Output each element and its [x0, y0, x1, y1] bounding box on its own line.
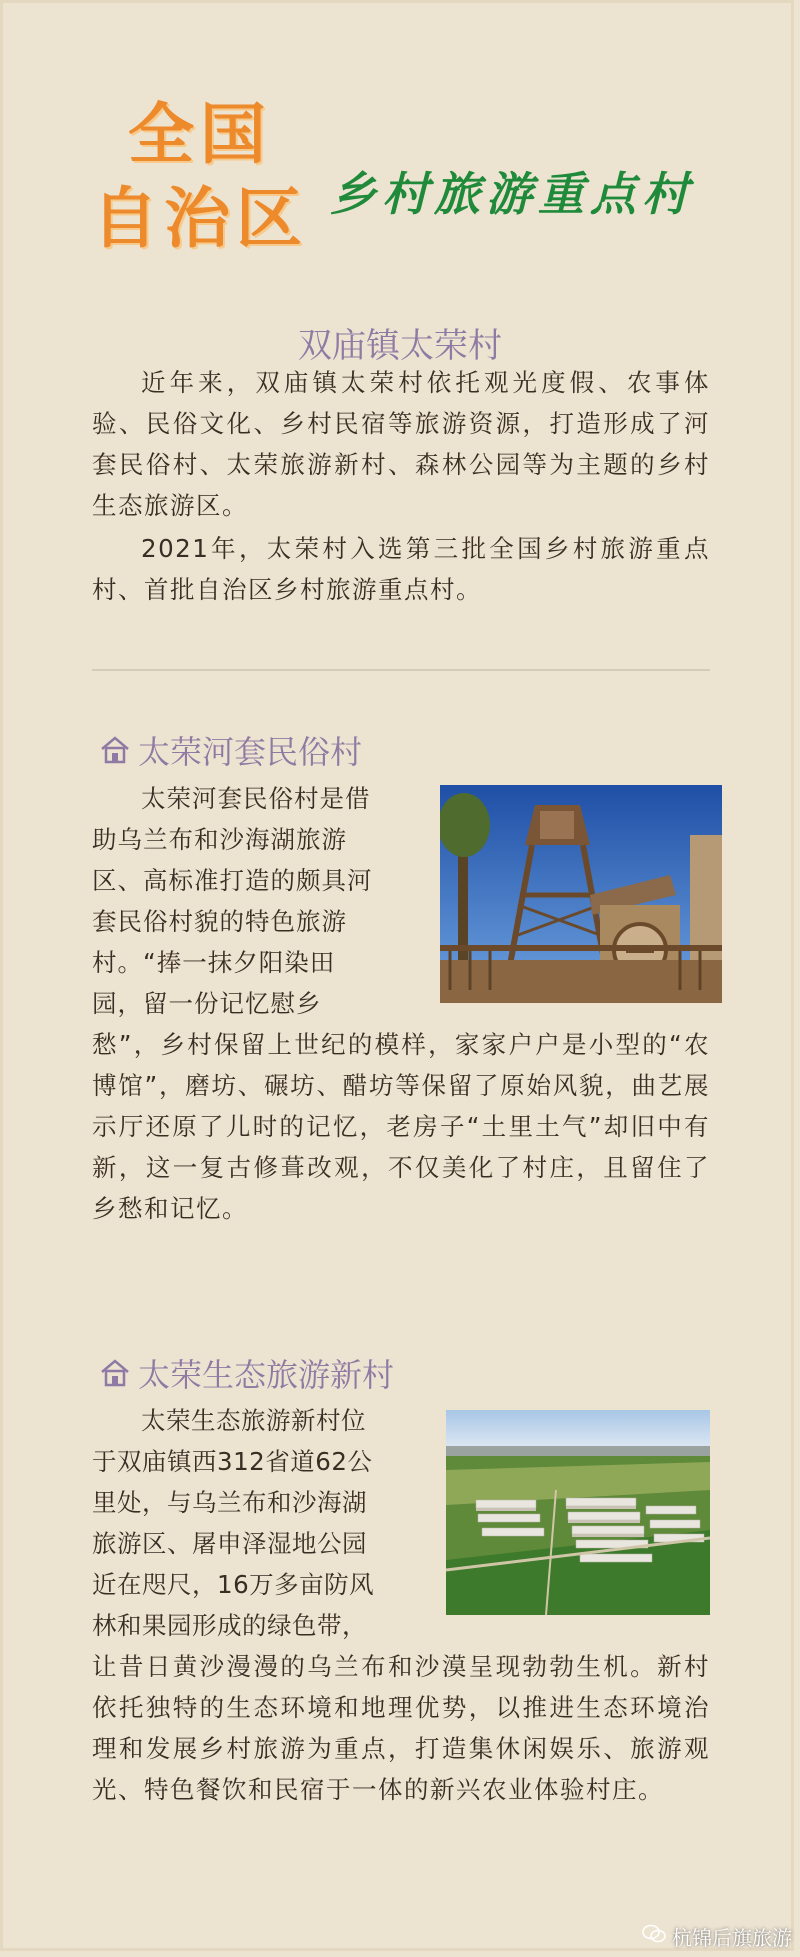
- section1-wrap-text: [92, 778, 432, 1024]
- subheading-folk-village: [100, 727, 362, 773]
- divider: [92, 669, 710, 671]
- title-line1: 全国: [128, 95, 272, 173]
- title-main: [92, 92, 322, 260]
- section2-line: 林和果园形成的绿色带，: [92, 1611, 367, 1640]
- section1-line: 助乌兰布和沙海湖旅游: [92, 825, 347, 854]
- section1-line: 区、高标准打造的颇具河: [92, 866, 373, 895]
- watermark: [642, 1922, 792, 1951]
- section1-line: 村。“捧一抹夕阳染田: [92, 948, 336, 977]
- section2-line: 近在咫尺，16万多亩防风: [92, 1570, 375, 1599]
- section2-line: 里处，与乌兰布和沙海湖: [92, 1488, 367, 1517]
- section2-rest-text: 让昔日黄沙漫漫的乌兰布和沙漠呈现勃勃生机。新村依托独特的生态环境和地理优势，以推进生态环境治理和发展乡村旅游为重点，打造集休闲娱乐、旅游观光、特色餐饮和民宿于一体的新兴农业体验村庄。: [92, 1652, 710, 1804]
- title-subtitle: 乡村旅游重点村: [330, 167, 694, 221]
- section1-line: 太荣河套民俗村是借: [141, 784, 371, 813]
- subheading-folk-village-label: 太荣河套民俗村: [138, 733, 363, 771]
- section2-line: 太荣生态旅游新村位: [141, 1406, 366, 1435]
- section-heading-village: 双庙镇太荣村: [298, 326, 502, 366]
- photo-eco-village-aerial: [446, 1410, 710, 1615]
- title-line2: 自治区: [92, 179, 308, 257]
- subheading-eco-village-label: 太荣生态旅游新村: [138, 1356, 395, 1394]
- section1-line: 园，留一份记忆慰乡: [92, 989, 322, 1018]
- house-icon: [100, 1358, 130, 1388]
- section1-line: 套民俗村貌的特色旅游: [92, 907, 347, 936]
- section1-rest-text: 愁”，乡村保留上世纪的模样，家家户户是小型的“农博馆”，磨坊、碾坊、醋坊等保留了原始风貌，曲艺展示厅还原了儿时的记忆，老房子“土里土气”却旧中有新，这一复古修葺改观，不仅美化了村庄，且留住了乡愁和记忆。: [92, 1030, 710, 1223]
- section2-line: 旅游区、屠申泽湿地公园: [92, 1529, 367, 1558]
- section2-wrap-text: [92, 1400, 438, 1646]
- photo-folk-village-tower: [440, 785, 722, 1003]
- wechat-icon: [642, 1924, 666, 1949]
- intro-paragraph-1: 近年来，双庙镇太荣村依托观光度假、农事体验、民俗文化、乡村民宿等旅游资源，打造形成了河套民俗村、太荣旅游新村、森林公园等为主题的乡村生态旅游区。: [92, 368, 710, 520]
- subheading-eco-village: [100, 1350, 394, 1396]
- watermark-label: 杭锦后旗旅游: [672, 1926, 792, 1950]
- house-icon: [100, 735, 130, 765]
- intro-paragraph-2: 2021年，太荣村入选第三批全国乡村旅游重点村、首批自治区乡村旅游重点村。: [92, 534, 710, 604]
- section2-line: 于双庙镇西312省道62公: [92, 1447, 373, 1476]
